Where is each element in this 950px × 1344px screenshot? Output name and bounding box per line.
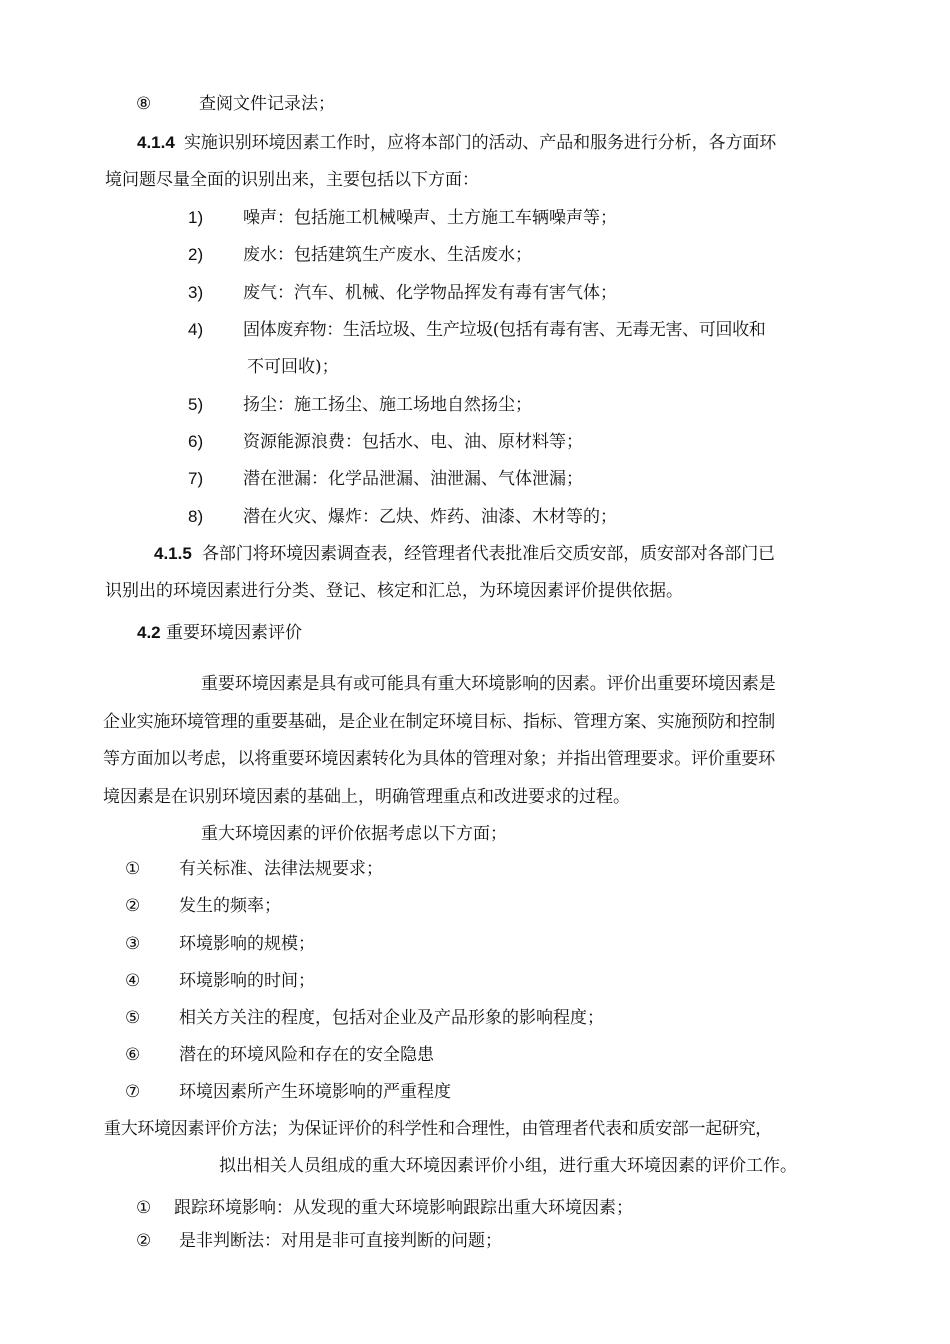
- list-item-text: 潜在泄漏：化学品泄漏、油泄漏、气体泄漏；: [243, 469, 583, 489]
- list-item-text: 跟踪环境影响：从发现的重大环境影响跟踪出重大环境因素；: [174, 1198, 633, 1218]
- list-number: 5): [188, 395, 204, 414]
- list-item-text: 扬尘：施工扬尘、施工场地自然扬尘；: [243, 395, 532, 415]
- list-mark: ⑦: [125, 1082, 141, 1102]
- paragraph-line: 重大环境因素评价方法；为保证评价的科学性和合理性，由管理者代表和质安部一起研究，: [104, 1119, 772, 1139]
- paragraph-line: 企业实施环境管理的重要基础，是企业在制定环境目标、指标、管理方案、实施预防和控制: [103, 712, 775, 732]
- paragraph-line: 重要环境因素是具有或可能具有重大环境影响的因素。评价出重要环境因素是: [201, 674, 776, 694]
- paragraph-line: 境因素是在识别环境因素的基础上，明确管理重点和改进要求的过程。: [103, 787, 630, 807]
- paragraph-line: 拟出相关人员组成的重大环境因素评价小组，进行重大环境因素的评价工作。: [219, 1156, 797, 1176]
- list-mark: ③: [125, 934, 141, 954]
- list-item-text: 是非判断法：对用是非可直接判断的问题；: [179, 1231, 502, 1251]
- list-item-text: 废气：汽车、机械、化学物品挥发有毒有害气体；: [243, 283, 617, 303]
- list-number: 4): [188, 320, 204, 339]
- list-item-text: 查阅文件记录法；: [199, 94, 335, 114]
- list-number: 7): [188, 469, 204, 488]
- paragraph-line: 实施识别环境因素工作时，应将本部门的活动、产品和服务进行分析，各方面环: [184, 133, 777, 153]
- list-number: 1): [188, 208, 204, 227]
- list-mark: ①: [125, 859, 141, 879]
- list-item-text: 潜在的环境风险和存在的安全隐患: [179, 1045, 434, 1065]
- list-mark: ②: [136, 1231, 152, 1251]
- list-item-text: 相关方关注的程度，包括对企业及产品形象的影响程度；: [179, 1008, 604, 1028]
- section-title: 重要环境因素评价: [166, 623, 302, 643]
- paragraph-line: 境问题尽量全面的识别出来，主要包括以下方面：: [105, 170, 479, 190]
- list-mark: ⑧: [136, 94, 152, 114]
- list-item-continuation: 不可回收)；: [247, 357, 339, 377]
- list-mark: ①: [136, 1198, 152, 1218]
- list-mark: ④: [125, 971, 141, 991]
- section-number: 4.1.5: [154, 544, 192, 563]
- list-item-text: 有关标准、法律法规要求；: [179, 859, 383, 879]
- list-mark: ⑤: [125, 1008, 141, 1028]
- paragraph-line: 识别出的环境因素进行分类、登记、核定和汇总，为环境因素评价提供依据。: [105, 581, 683, 601]
- list-item-text: 发生的频率；: [179, 896, 281, 916]
- list-item-text: 废水：包括建筑生产废水、生活废水；: [243, 245, 532, 265]
- paragraph-line: 各部门将环境因素调查表，经管理者代表批准后交质安部，质安部对各部门已: [202, 544, 775, 564]
- list-item-text: 环境影响的时间；: [179, 971, 315, 991]
- list-item-text: 环境影响的规模；: [179, 934, 315, 954]
- list-number: 3): [188, 283, 204, 302]
- paragraph-line: 等方面加以考虑，以将重要环境因素转化为具体的管理对象；并指出管理要求。评价重要环: [103, 749, 775, 769]
- list-mark: ②: [125, 896, 141, 916]
- list-item-text: 资源能源浪费：包括水、电、油、原材料等；: [243, 432, 583, 452]
- section-number: 4.2: [137, 623, 161, 642]
- list-number: 2): [188, 245, 204, 264]
- list-item-text: 噪声：包括施工机械噪声、土方施工车辆噪声等；: [243, 208, 617, 228]
- list-item-text: 固体废弃物：生活垃圾、生产垃圾(包括有毒有害、无毒无害、可回收和: [243, 320, 766, 340]
- list-mark: ⑥: [125, 1045, 141, 1065]
- section-number: 4.1.4: [137, 133, 175, 152]
- list-item-text: 潜在火灾、爆炸：乙炔、炸药、油漆、木材等的；: [243, 507, 617, 527]
- list-number: 6): [188, 432, 204, 451]
- paragraph-line: 重大环境因素的评价依据考虑以下方面；: [201, 824, 507, 844]
- list-number: 8): [188, 507, 204, 526]
- list-item-text: 环境因素所产生环境影响的严重程度: [179, 1082, 451, 1102]
